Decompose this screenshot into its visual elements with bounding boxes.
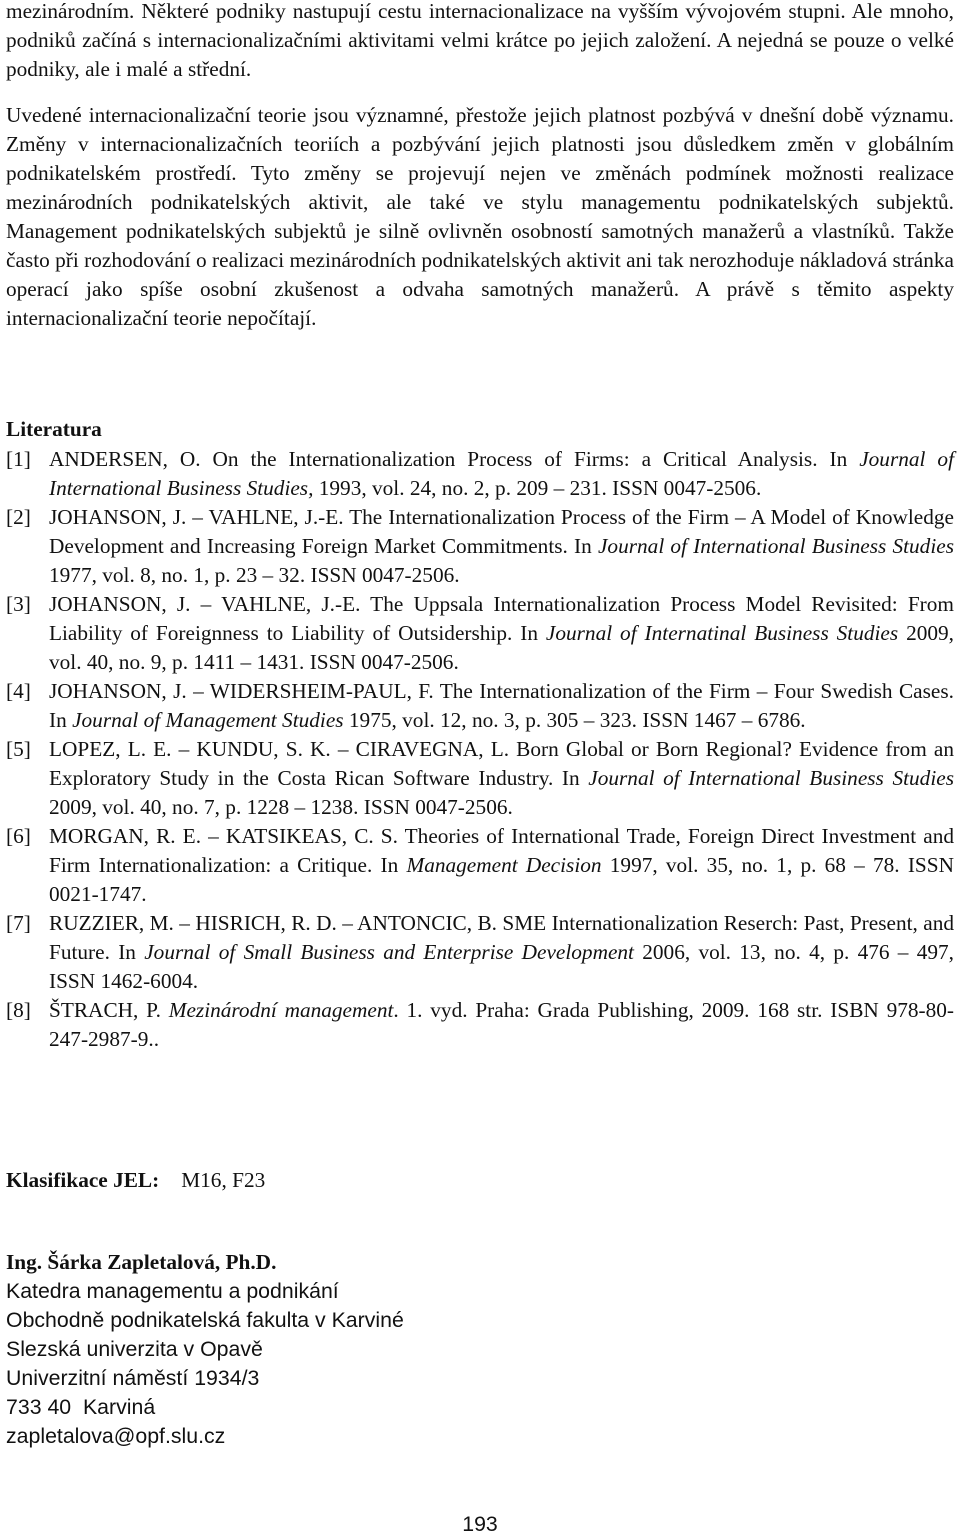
reference-details: 1997, vol. 35, no. 1, p. 68 – 78. ISSN 0021-1747. [49,853,955,906]
author-department: Katedra managementu a podnikání [6,1279,339,1303]
reference-journal: Mezinárodní management [168,998,394,1022]
references-heading: Literatura [6,417,102,441]
reference-text: RUZZIER, M. – HISRICH, R. D. – ANTONCIC, B. SME Internationalization Reserch: Past, Present, and Future. In [49,911,954,964]
author-name: Ing. Šárka Zapletalová, Ph.D. [6,1250,277,1274]
reference-details: 1977, vol. 8, no. 1, p. 23 – 32. ISSN 0047-2506. [49,563,460,587]
reference-item [6,677,954,735]
author-city: 733 40 Karviná [6,1395,156,1419]
reference-item [6,909,954,996]
reference-journal: Journal of International Business Studies [588,766,954,790]
reference-number: [4] [6,679,31,703]
author-email: zapletalova@opf.slu.cz [6,1424,226,1448]
author-block [6,1248,404,1451]
author-faculty: Obchodně podnikatelská fakulta v Karviné [6,1308,404,1332]
reference-item [6,590,954,677]
body-paragraph-1: mezinárodním. Některé podniky nastupují cestu internacionalizace na vyšším vývojovém stupni. Ale mnoho, podniků začíná s internacionalizačními aktivitami velmi krátce po jejich založení. A nejedná se pouze o velké podniky, ale i malé a střední. [6,0,954,81]
reference-text: MORGAN, R. E. – KATSIKEAS, C. S. Theories of International Trade, Foreign Direct Investment and Firm Internationalization: a Critique. In [49,824,954,877]
reference-number: [6] [6,824,31,848]
reference-text: JOHANSON, J. – VAHLNE, J.-E. The Uppsala Internationalization Process Model Revisited: From Liability of Foreignness to Liability of Outsidership. In [49,592,954,645]
reference-item [6,996,954,1054]
jel-classification [6,1166,265,1195]
reference-journal: Journal of International Business Studies [597,534,954,558]
reference-details: 2009, vol. 40, no. 9, p. 1411 – 1431. ISSN 0047-2506. [49,621,955,674]
reference-item [6,445,954,503]
reference-details: 2006, vol. 13, no. 4, p. 476 – 497, ISSN 1462-6004. [49,940,954,993]
jel-codes: M16, F23 [181,1168,266,1192]
reference-number: [7] [6,911,31,935]
reference-number: [8] [6,998,31,1022]
reference-details: 1975, vol. 12, no. 3, p. 305 – 323. ISSN 1467 – 6786. [343,708,806,732]
reference-details: 2009, vol. 40, no. 7, p. 1228 – 1238. ISSN 0047-2506. [49,795,513,819]
reference-text: ŠTRACH, P. [49,998,169,1022]
jel-label: Klasifikace JEL: [6,1168,160,1192]
reference-text: ANDERSEN, O. On the Internationalization Process of Firms: a Critical Analysis. In [49,447,860,471]
reference-journal: Journal of Management Studies [72,708,344,732]
body-paragraph-2: Uvedené internacionalizační teorie jsou významné, přestože jejich platnost pozbývá v dnešní době významu. Změny v internacionalizačních teoriích a pozbývání jejich platnosti jsou důsledkem změn v globálním podnikatelském prostředí. Tyto změny se projevují nejen ve změnách podmínek možnosti realizace mezinárodních podnikatelských aktivit, ale také ve stylu managementu podnikatelských subjektů. Management podnikatelských subjektů je silně ovlivněn osobností samotných manažerů a vlastníků. Takže často při rozhodování o realizaci mezinárodních podnikatelských aktivit ani tak nerozhoduje nákladová stránka operací jako spíše osobní zkušenost a odvaha samotných manažerů. A právě s těmito aspekty internacionalizační teorie nepočítají. [6,103,954,330]
reference-details: . 1. vyd. Praha: Grada Publishing, 2009. 168 str. ISBN 978-80-247-2987-9.. [49,998,954,1051]
reference-item [6,822,954,909]
reference-text: JOHANSON, J. – VAHLNE, J.-E. The Internationalization Process of the Firm – A Model of Knowledge Development and Increasing Foreign Market Commitments. In [49,505,954,558]
author-street: Univerzitní náměstí 1934/3 [6,1366,260,1390]
reference-journal: Journal of Small Business and Enterprise Development [144,940,634,964]
author-university: Slezská univerzita v Opavě [6,1337,263,1361]
reference-journal: Management Decision [406,853,602,877]
reference-number: [5] [6,737,31,761]
page-number: 193 [462,1512,498,1536]
reference-number: [3] [6,592,31,616]
reference-list [6,445,954,1054]
reference-text: JOHANSON, J. – WIDERSHEIM-PAUL, F. The Internationalization of the Firm – Four Swedish Cases. In [49,679,954,732]
reference-journal: Journal of International Business Studies, [49,447,954,500]
reference-item [6,735,954,822]
reference-item [6,503,954,590]
reference-details: 1993, vol. 24, no. 2, p. 209 – 231. ISSN 0047-2506. [313,476,762,500]
reference-journal: Journal of Internatinal Business Studies [545,621,899,645]
reference-number: [1] [6,447,31,471]
reference-number: [2] [6,505,31,529]
reference-text: LOPEZ, L. E. – KUNDU, S. K. – CIRAVEGNA, L. Born Global or Born Regional? Evidence from an Exploratory Study in the Costa Rican Software Industry. In [49,737,954,790]
